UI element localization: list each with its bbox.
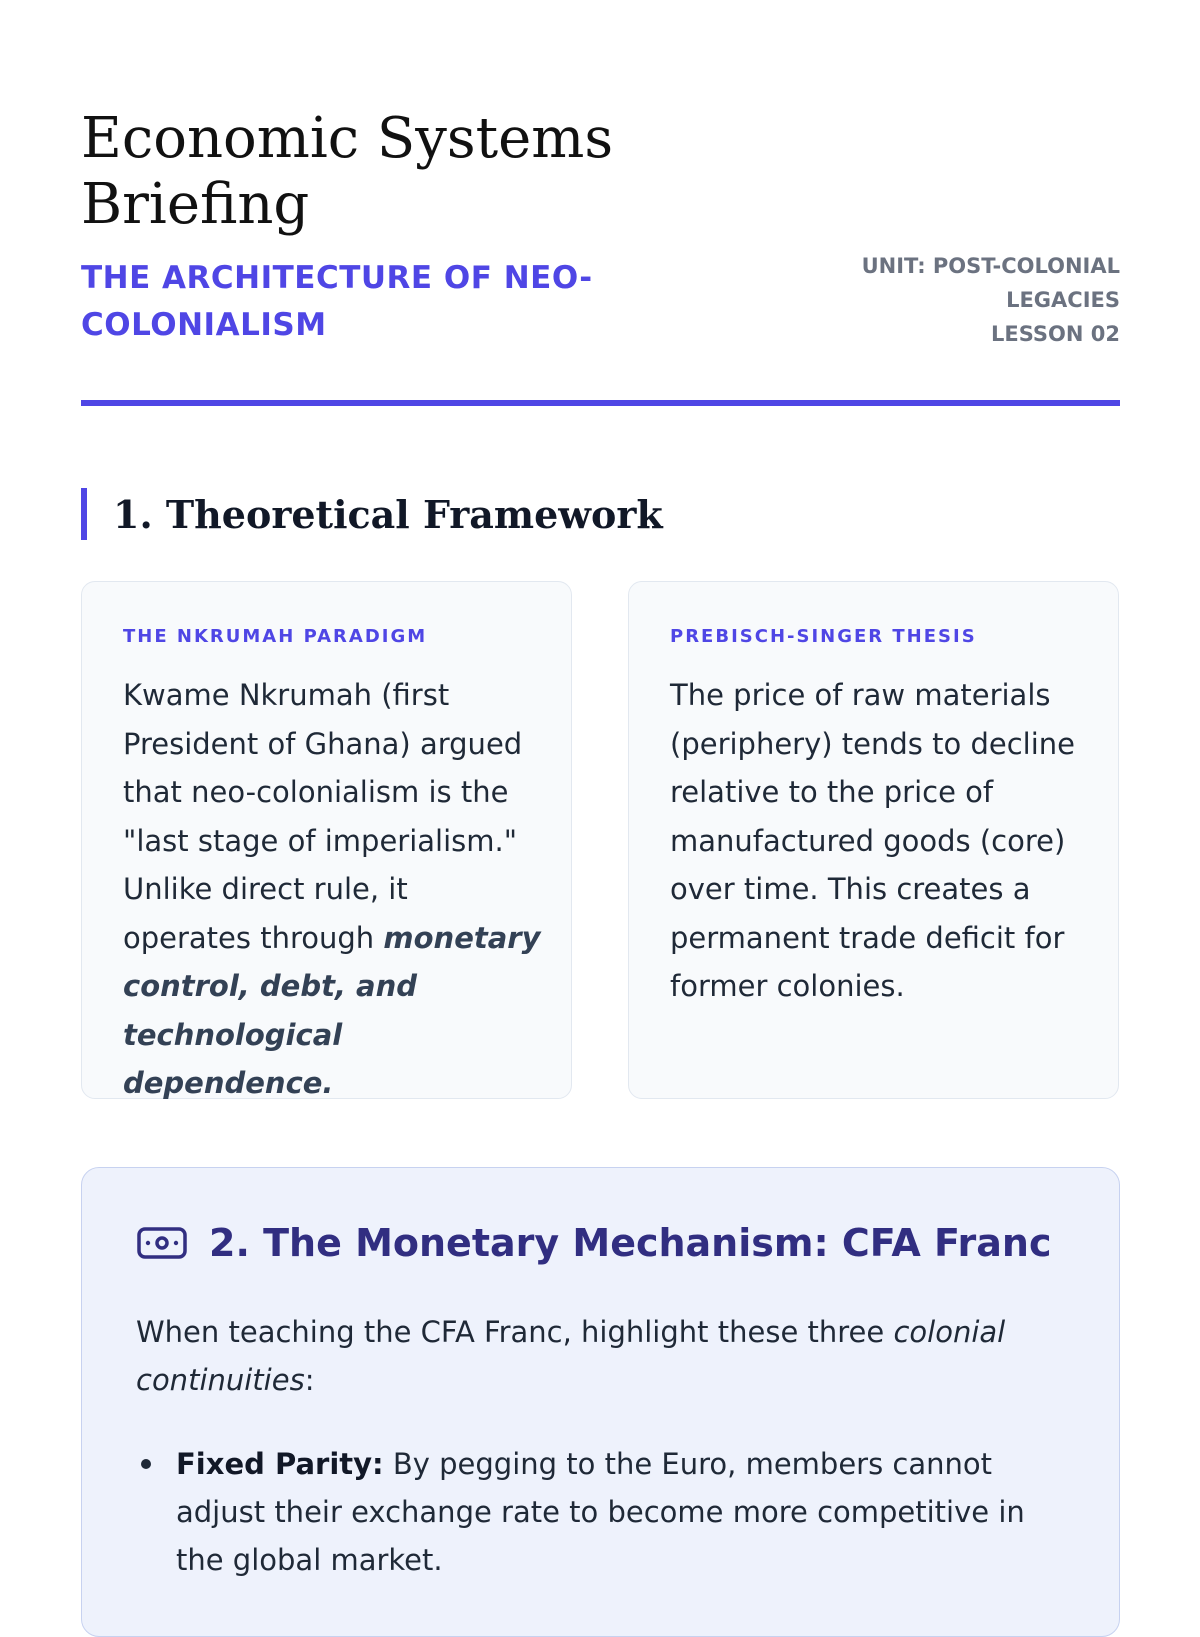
list-item [136, 1440, 1076, 1584]
section-2-heading [137, 1221, 1052, 1265]
card-body [670, 671, 1090, 1011]
card-body [123, 671, 543, 1108]
section-1-title: 1. Theoretical Framework [113, 491, 663, 537]
document-title: Economic Systems Briefing [81, 106, 614, 237]
intro-end: : [304, 1363, 315, 1397]
card-body-text: The price of raw materials (periphery) tends to decline relative to the price of manufactured goods (core) over time. This creates a permanent trade deficit for former colonies. [670, 678, 1075, 1003]
list-item-term: Fixed Parity: [176, 1447, 384, 1481]
list-item-text: By pegging to the Euro, members cannot adjust their exchange rate to become more competitive in the global market. [176, 1447, 1025, 1577]
card-label: PREBISCH-SINGER THESIS [670, 626, 977, 647]
prebisch-singer-card [628, 581, 1119, 1099]
card-label: THE NKRUMAH PARADIGM [123, 626, 428, 647]
nkrumah-paradigm-card [81, 581, 572, 1099]
intro-emphasis: colonial continuities [136, 1315, 1006, 1397]
unit-meta [800, 249, 1120, 351]
callout-intro [136, 1308, 1066, 1404]
section-2-title: 2. The Monetary Mechanism: CFA Franc [209, 1221, 1052, 1265]
lesson-label: LESSON 02 [991, 322, 1120, 346]
header-divider [81, 400, 1120, 406]
bullet-dot [141, 1459, 151, 1469]
cfa-franc-callout [81, 1167, 1120, 1637]
section-accent-bar [81, 488, 87, 540]
card-body-text: Kwame Nkrumah (first President of Ghana) argued that neo-colonialism is the "last stage of imperialism." Unlike direct rule, it operates through [123, 678, 523, 955]
section-1-heading [81, 488, 663, 540]
continuities-list [136, 1440, 1076, 1584]
intro-text: When teaching the CFA Franc, highlight these three [136, 1315, 894, 1349]
card-body-emphasis: monetary control, debt, and technological dependence. [123, 920, 541, 1100]
document-subtitle: THE ARCHITECTURE OF NEO-COLONIALISM [81, 260, 593, 343]
unit-label-line2: LEGACIES [1006, 288, 1120, 312]
money-bill-icon [137, 1226, 187, 1260]
unit-label-line1: UNIT: POST-COLONIAL [861, 254, 1120, 278]
